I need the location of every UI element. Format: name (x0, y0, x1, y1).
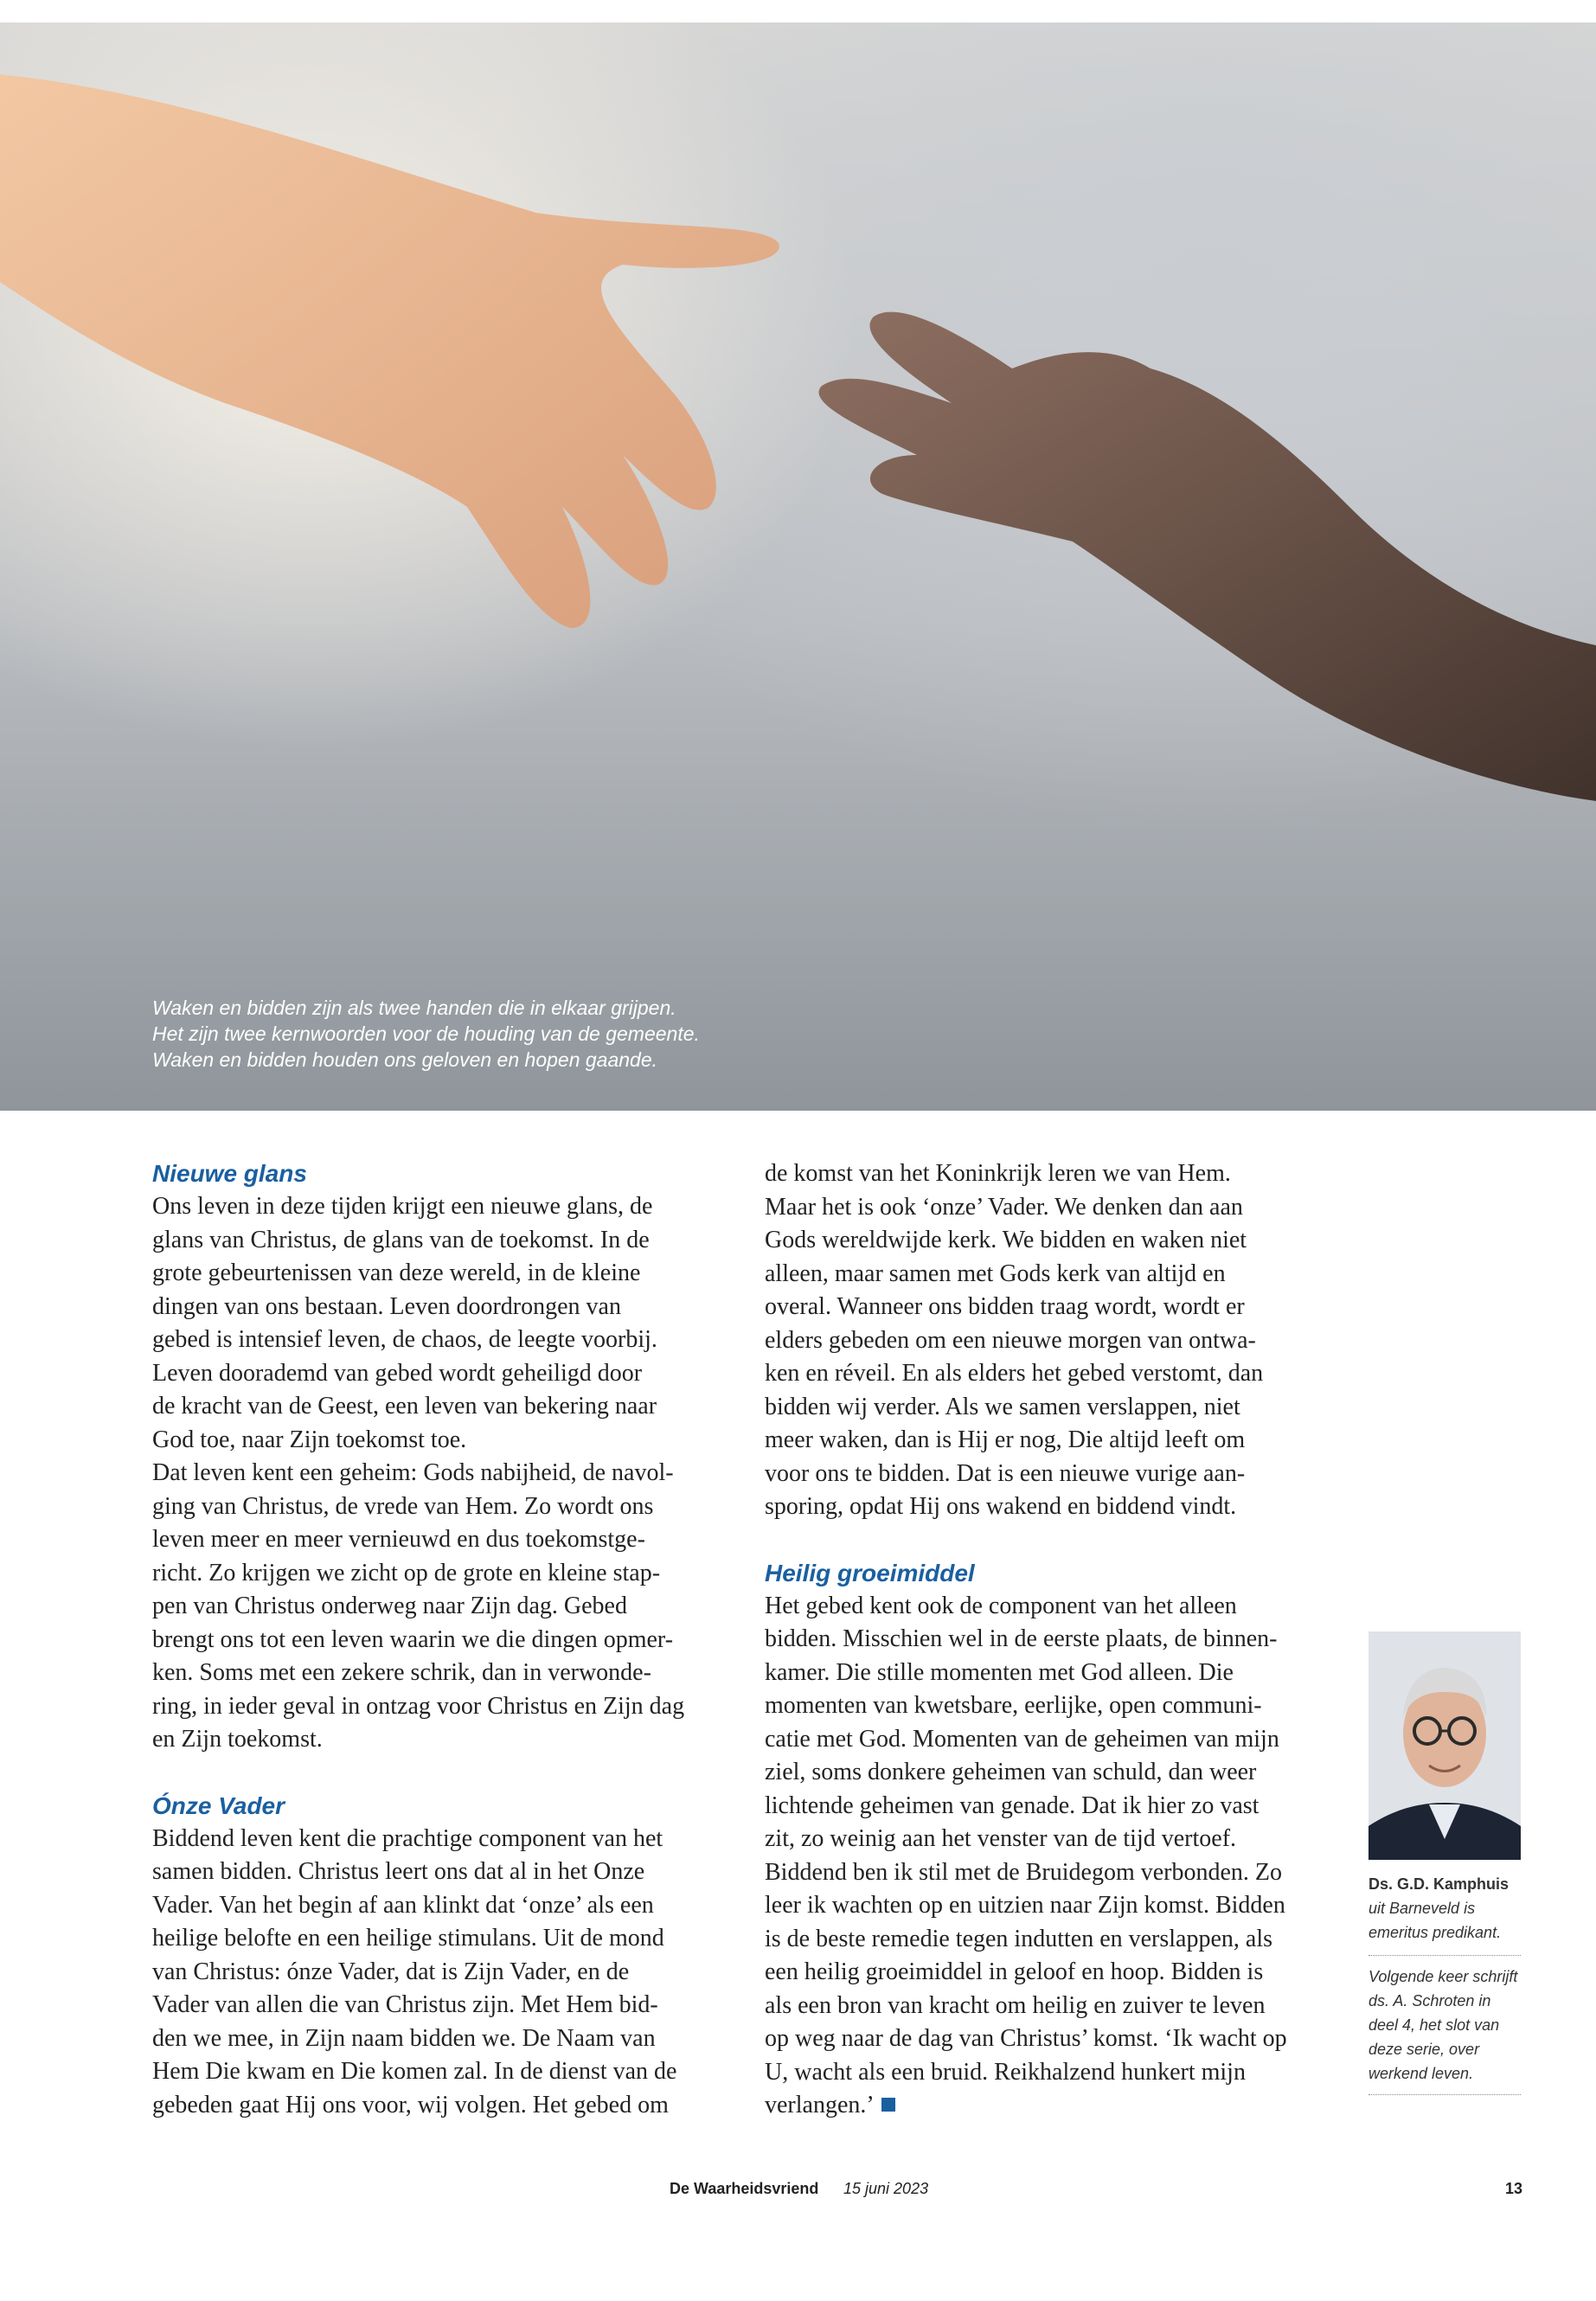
section-heading-onze-vader: Ónze Vader (152, 1791, 285, 1819)
publication-name: De Waarheidsvriend (670, 2180, 819, 2197)
divider (1368, 2094, 1521, 2095)
page-number: 13 (1505, 2180, 1523, 2197)
two-reaching-hands-image (0, 22, 1596, 1111)
author-bio (1368, 1872, 1521, 1945)
caption-line: Waken en bidden houden ons geloven en hopen gaande. (152, 1048, 658, 1071)
divider (1368, 1955, 1521, 1956)
bio-text: emeritus predikant. (1368, 1924, 1502, 1941)
paragraph: Biddend leven kent die prachtige component van het samen bidden. Christus leert ons dat al in het Onze Vader. Van het begin af aan klinkt dat ‘onze’ als een heilige belofte en een heilige stimulans. Uit de mond van Christus: ónze Vader, dat is Zijn Vader, en de Vader van allen die van Christus zijn. Met Hem bid- den we mee, in Zijn naam bidden we. De Naam van Hem Die kwam en Die komen zal. In de dienst van de gebeden gaat Hij ons voor, wij volgen. Het gebed om (152, 1824, 677, 2118)
section-heading-nieuwe-glans: Nieuwe glans (152, 1160, 307, 1187)
article-column-right (765, 1157, 1327, 2123)
author-name: Ds. G.D. Kamphuis (1368, 1875, 1509, 1893)
note-line: werkend leven. (1368, 2065, 1474, 2082)
note-line: ds. A. Schroten in (1368, 1992, 1491, 2009)
section-heading-heilig-groeimiddel: Heilig groeimiddel (765, 1559, 975, 1586)
paragraph: Dat leven kent een geheim: Gods nabijheid, de navol- ging van Christus, de vrede van Hem. Zo wordt ons leven meer en meer vernieuwd en dus toekomstge- richt. Zo krijgen we zicht op de grote en kleine stap- pen van Christus onderweg naar Zijn dag. Gebed brengt ons tot een leven waarin we die dingen opmer- ken. Soms met een zekere schrik, dan in verwonde- ring, in ieder geval in ontzag voor Christus en Zijn dag en Zijn toekomst. (152, 1459, 685, 1753)
bio-text: uit Barneveld is (1368, 1900, 1476, 1917)
paragraph-text: Het gebed kent ook de component van het alleen bidden. Misschien wel in de eerste plaats, de binnen- kamer. Die stille momenten met God alleen. Die momenten van kwetsbare, eerlijke, open communi- catie met God. Momenten van de geheimen van mijn ziel, soms donkere geheimen van schuld, dan weer lichtende geheimen van genade. Dat ik hier zo vast zit, zo weinig aan het venster van de tijd vertoef. Biddend ben ik stil met de Bruidegom verbonden. Zo leer ik wachten op en uitzien naar Zijn komst. Bidden is de beste remedie tegen indutten en verslappen, als een heilig groeimiddel in geloof en hoop. Bidden is als een bron van kracht om heilig en zuiver te leven op weg naar de dag van Christus’ komst. ‘Ik wacht op U, wacht als een bruid. Reikhalzend hunkert mijn verlangen.’ (765, 1592, 1287, 2118)
note-line: deze serie, over (1368, 2041, 1480, 2058)
photo-caption (152, 995, 758, 1073)
author-portrait (1368, 1631, 1521, 1860)
paragraph: Ons leven in deze tijden krijgt een nieuwe glans, de glans van Christus, de glans van de toekomst. In de grote gebeurtenissen van deze wereld, in de kleine dingen van ons bestaan. Leven doordrongen van gebed is intensief leven, de chaos, de leegte voorbij. Leven doorademd van gebed wordt geheiligd door de kracht van de Geest, een leven van bekering naar God toe, naar Zijn toekomst toe. (152, 1193, 657, 1453)
next-issue-note (1368, 1965, 1521, 2086)
paragraph (765, 1590, 1327, 2123)
issue-date: 15 juni 2023 (843, 2180, 929, 2197)
page-footer (0, 2180, 1596, 2206)
caption-line: Het zijn twee kernwoorden voor de houding van de gemeente. (152, 1022, 700, 1045)
paragraph: de komst van het Koninkrijk leren we van Hem. Maar het is ook ‘onze’ Vader. We denken dan aan Gods wereldwijde kerk. We bidden en waken niet alleen, maar samen met Gods kerk van altijd en overal. Wanneer ons bidden traag wordt, wordt er elders gebeden om een nieuwe morgen van ontwa- ken en réveil. En als elders het gebed verstomt, dan bidden wij verder. Als we samen verslappen, niet meer waken, dan is Hij er nog, Die altijd leeft om voor ons te bidden. Dat is een nieuwe vurige aan- sporing, opdat Hij ons wakend en biddend vindt. (765, 1160, 1264, 1520)
caption-line: Waken en bidden zijn als twee handen die in elkaar grijpen. (152, 997, 676, 1019)
hero-photo (0, 22, 1596, 1111)
left-hand-shape (0, 74, 779, 628)
author-sidebar (1368, 1631, 1521, 2095)
note-line: Volgende keer schrijft (1368, 1968, 1518, 1985)
right-hand-shape (819, 312, 1596, 801)
end-of-article-icon (881, 2098, 895, 2112)
article-column-left (152, 1157, 715, 2122)
note-line: deel 4, het slot van (1368, 2016, 1500, 2034)
